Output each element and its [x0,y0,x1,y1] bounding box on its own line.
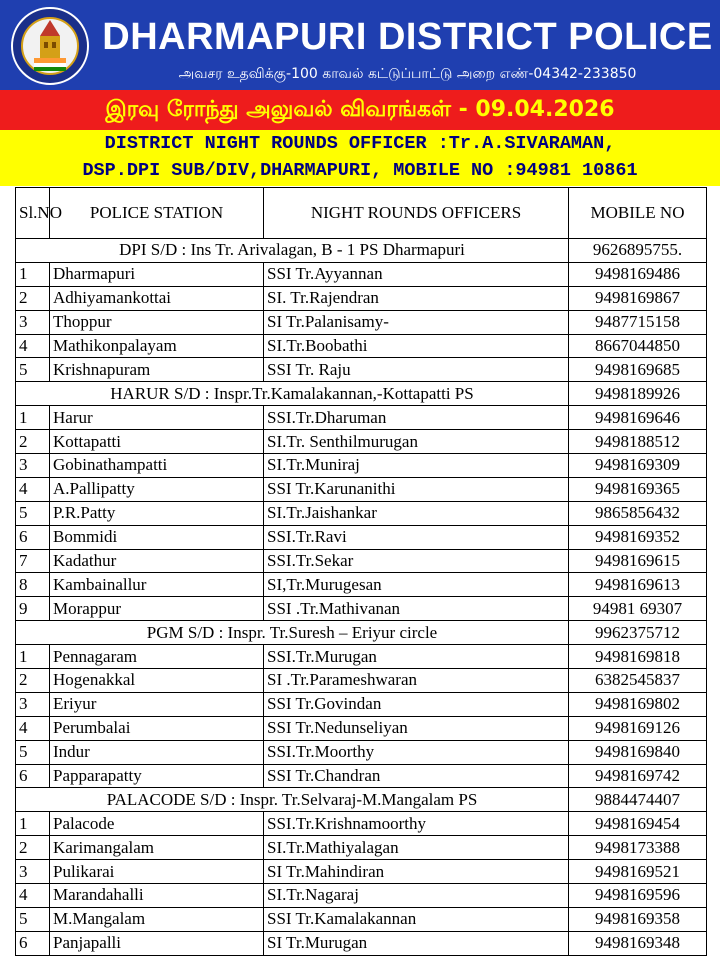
table-row [16,836,707,860]
subdivision-row [16,788,707,812]
sl-cell: 2 [16,669,50,693]
station-cell: Pulikarai [50,860,264,884]
station-cell: Hogenakkal [50,669,264,693]
sl-cell: 6 [16,764,50,788]
mobile-cell: 9498169309 [569,454,707,478]
table-row [16,860,707,884]
officer-cell: SI Tr.Mahindiran [264,860,569,884]
officer-cell: SSI.Tr.Moorthy [264,740,569,764]
station-cell: Eriyur [50,692,264,716]
page-title: DHARMAPURI DISTRICT POLICE [102,16,713,58]
officer-cell: SI Tr.Murugan [264,931,569,955]
officer-cell: SI.Tr. Senthilmurugan [264,430,569,454]
sl-cell: 4 [16,884,50,908]
table-row [16,358,707,382]
sl-cell: 6 [16,931,50,955]
station-cell: Morappur [50,597,264,621]
officer-cell: SSI.Tr.Dharuman [264,406,569,430]
column-header-officer: NIGHT ROUNDS OFFICERS [264,188,569,239]
station-cell: Palacode [50,812,264,836]
station-cell: Karimangalam [50,836,264,860]
station-cell: Marandahalli [50,884,264,908]
table-row [16,597,707,621]
mobile-cell: 9865856432 [569,501,707,525]
mobile-cell: 9498173388 [569,836,707,860]
mobile-cell: 9498169352 [569,525,707,549]
officer-cell: SSI.Tr.Krishnamoorthy [264,812,569,836]
subdivision-mobile: 9962375712 [569,621,707,645]
station-cell: Mathikonpalayam [50,334,264,358]
station-cell: Papparapatty [50,764,264,788]
sl-cell: 5 [16,358,50,382]
station-cell: Kadathur [50,549,264,573]
officer-cell: SSI Tr.Chandran [264,764,569,788]
table-row [16,812,707,836]
sl-cell: 4 [16,334,50,358]
station-cell: Gobinathampatti [50,454,264,478]
table-row [16,884,707,908]
table-row [16,454,707,478]
district-officer-banner [0,130,720,186]
mobile-cell: 9498188512 [569,430,707,454]
sl-cell: 1 [16,406,50,430]
mobile-cell: 9498169742 [569,764,707,788]
mobile-cell: 9498169646 [569,406,707,430]
officer-cell: SSI Tr.Nedunseliyan [264,716,569,740]
sl-cell: 4 [16,716,50,740]
table-row [16,740,707,764]
mobile-cell: 9498169615 [569,549,707,573]
officer-cell: SSI Tr.Karunanithi [264,477,569,501]
sl-cell: 3 [16,454,50,478]
subdivision-heading: DPI S/D : Ins Tr. Arivalagan, B - 1 PS Dharmapuri [16,239,569,263]
table-row [16,645,707,669]
station-cell: Thoppur [50,310,264,334]
sl-cell: 5 [16,907,50,931]
table-row [16,477,707,501]
station-cell: Indur [50,740,264,764]
mobile-cell: 9498169596 [569,884,707,908]
station-cell: Bommidi [50,525,264,549]
column-header-mobile: MOBILE NO [569,188,707,239]
station-cell: Adhiyamankottai [50,286,264,310]
officer-cell: SI.Tr.Boobathi [264,334,569,358]
sl-cell: 3 [16,692,50,716]
station-cell: Krishnapuram [50,358,264,382]
table-row [16,262,707,286]
subdivision-row [16,382,707,406]
table-row [16,692,707,716]
sl-cell: 5 [16,501,50,525]
officer-cell: SI.Tr.Mathiyalagan [264,836,569,860]
mobile-cell: 9498169613 [569,573,707,597]
mobile-cell: 9498169454 [569,812,707,836]
mobile-cell: 94981 69307 [569,597,707,621]
mobile-cell: 8667044850 [569,334,707,358]
table-row [16,286,707,310]
sl-cell: 2 [16,286,50,310]
column-header-station: POLICE STATION [50,188,264,239]
mobile-cell: 6382545837 [569,669,707,693]
mobile-cell: 9498169365 [569,477,707,501]
table-row [16,716,707,740]
sl-cell: 6 [16,525,50,549]
column-header-sl: Sl.NO [16,188,50,239]
sl-cell: 9 [16,597,50,621]
subdivision-row [16,621,707,645]
station-cell: A.Pallipatty [50,477,264,501]
tamilnadu-police-emblem-icon [10,6,90,86]
officer-cell: SSI Tr. Raju [264,358,569,382]
officer-cell: SSI Tr.Ayyannan [264,262,569,286]
mobile-cell: 9498169840 [569,740,707,764]
subdivision-heading: HARUR S/D : Inspr.Tr.Kamalakannan,-Kottapatti PS [16,382,569,406]
officer-cell: SI. Tr.Rajendran [264,286,569,310]
mobile-cell: 9498169818 [569,645,707,669]
station-cell: Pennagaram [50,645,264,669]
district-officer-line-2: DSP.DPI SUB/DIV,DHARMAPURI, MOBILE NO :94981 10861 [82,160,638,181]
station-cell: Perumbalai [50,716,264,740]
page-header [0,0,720,90]
table-row [16,310,707,334]
mobile-cell: 9498169521 [569,860,707,884]
station-cell: P.R.Patty [50,501,264,525]
table-row [16,406,707,430]
officer-cell: SI.Tr.Nagaraj [264,884,569,908]
table-header-row [16,188,707,239]
table-row [16,669,707,693]
station-cell: Harur [50,406,264,430]
table-row [16,501,707,525]
sl-cell: 2 [16,836,50,860]
officer-cell: SSI.Tr.Ravi [264,525,569,549]
officer-cell: SI .Tr.Parameshwaran [264,669,569,693]
sl-cell: 1 [16,262,50,286]
subdivision-mobile: 9884474407 [569,788,707,812]
station-cell: Dharmapuri [50,262,264,286]
officer-cell: SI,Tr.Murugesan [264,573,569,597]
sl-cell: 5 [16,740,50,764]
mobile-cell: 9498169867 [569,286,707,310]
mobile-cell: 9498169486 [569,262,707,286]
table-row [16,573,707,597]
sl-cell: 1 [16,645,50,669]
sl-cell: 4 [16,477,50,501]
officer-cell: SSI.Tr.Sekar [264,549,569,573]
officer-cell: SSI Tr.Kamalakannan [264,907,569,931]
table-row [16,931,707,955]
subdivision-mobile: 9498189926 [569,382,707,406]
table-row [16,549,707,573]
table-row [16,430,707,454]
station-cell: M.Mangalam [50,907,264,931]
subdivision-heading: PALACODE S/D : Inspr. Tr.Selvaraj-M.Mangalam PS [16,788,569,812]
sl-cell: 3 [16,310,50,334]
station-cell: Kottapatti [50,430,264,454]
night-rounds-table [15,187,707,956]
table-row [16,525,707,549]
mobile-cell: 9498169802 [569,692,707,716]
subdivision-row [16,239,707,263]
officer-cell: SSI.Tr.Murugan [264,645,569,669]
table-row [16,334,707,358]
mobile-cell: 9498169685 [569,358,707,382]
station-cell: Panjapalli [50,931,264,955]
subdivision-mobile: 9626895755. [569,239,707,263]
mobile-cell: 9498169126 [569,716,707,740]
subdivision-heading: PGM S/D : Inspr. Tr.Suresh – Eriyur circle [16,621,569,645]
district-officer-line-1: DISTRICT NIGHT ROUNDS OFFICER :Tr.A.SIVARAMAN, [104,133,616,154]
report-title-banner: இரவு ரோந்து அலுவல் விவரங்கள் - 09.04.2026 [0,90,720,130]
sl-cell: 3 [16,860,50,884]
officer-cell: SI.Tr.Jaishankar [264,501,569,525]
table-row [16,764,707,788]
sl-cell: 7 [16,549,50,573]
officer-cell: SSI .Tr.Mathivanan [264,597,569,621]
mobile-cell: 9487715158 [569,310,707,334]
table-body [16,239,707,956]
sl-cell: 2 [16,430,50,454]
station-cell: Kambainallur [50,573,264,597]
mobile-cell: 9498169358 [569,907,707,931]
officer-cell: SSI Tr.Govindan [264,692,569,716]
officer-cell: SI Tr.Palanisamy- [264,310,569,334]
officer-cell: SI.Tr.Muniraj [264,454,569,478]
sl-cell: 1 [16,812,50,836]
control-room-contact: அவசர உதவிக்கு-100 காவல் கட்டுப்பாட்டு அறை எண்-04342-233850 [178,66,637,82]
sl-cell: 8 [16,573,50,597]
table-row [16,907,707,931]
mobile-cell: 9498169348 [569,931,707,955]
